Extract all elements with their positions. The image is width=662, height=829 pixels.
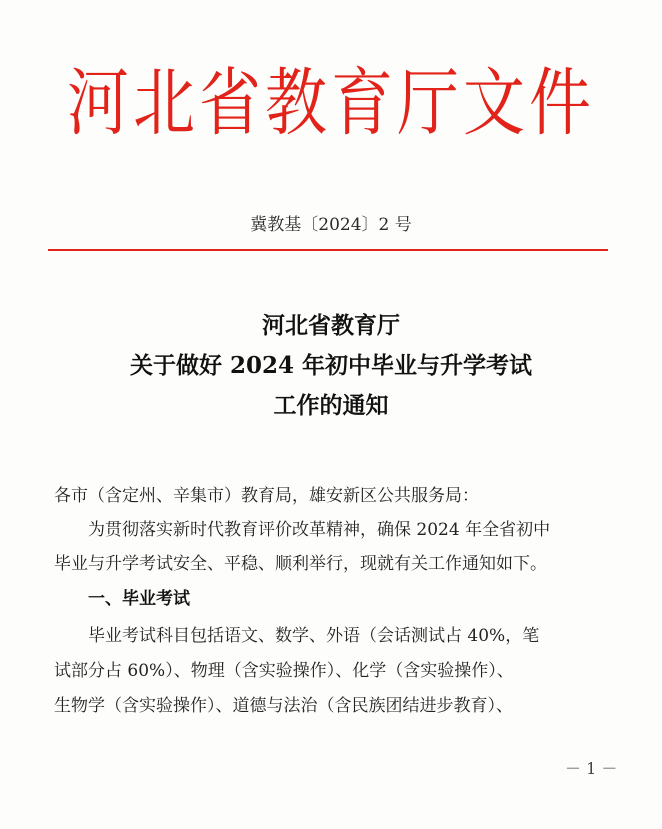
notice-title-line-1: 河北省教育厅: [262, 312, 400, 339]
paragraph-2-line-1: 毕业考试科目包括语文、数学、外语（会话测试占 40%，笔: [88, 626, 540, 646]
document-number: 冀教基〔2024〕2 号: [250, 215, 412, 235]
page-number: － 1 －: [565, 759, 618, 778]
issuer-header-title: 河北省教育厅文件: [66, 59, 595, 146]
salutation: 各市（含定州、辛集市）教育局，雄安新区公共服务局：: [54, 486, 479, 506]
notice-title-line-2: 关于做好 2024 年初中毕业与升学考试: [129, 352, 533, 379]
section-1-heading: 一、毕业考试: [88, 589, 190, 609]
red-divider-line: [48, 249, 608, 251]
paragraph-1-line-2: 毕业与升学考试安全、平稳、顺利举行，现就有关工作通知如下。: [54, 554, 547, 574]
paragraph-1-line-1: 为贯彻落实新时代教育评价改革精神，确保 2024 年全省初中: [88, 520, 551, 540]
paragraph-2-line-2: 试部分占 60%）、物理（含实验操作）、化学（含实验操作）、: [54, 661, 514, 681]
paragraph-2-line-3: 生物学（含实验操作）、道德与法治（含民族团结进步教育）、: [54, 696, 513, 716]
notice-title-line-3: 工作的通知: [273, 392, 389, 419]
notice-title: [0, 306, 662, 426]
